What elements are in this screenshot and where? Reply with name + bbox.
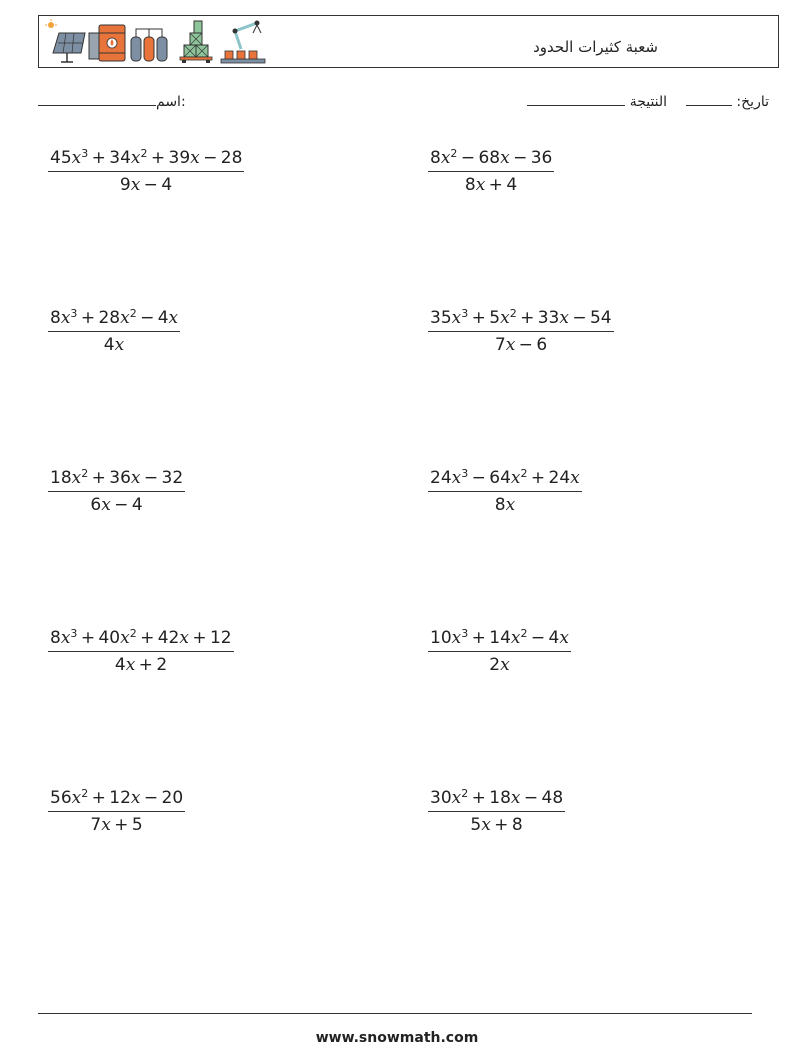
term-text: + 5 <box>468 308 501 328</box>
term-text: 35 <box>430 308 452 328</box>
term-text: 18 <box>50 468 72 488</box>
numerator <box>48 148 244 172</box>
term-text: − 48 <box>520 788 564 808</box>
term-text: − 36 <box>509 148 553 168</box>
variable: x <box>60 308 71 328</box>
variable: x <box>130 468 141 488</box>
term-text: − 4 <box>110 495 143 515</box>
term-text: 8 <box>430 148 441 168</box>
variable: x <box>505 335 516 355</box>
term-text: 7 <box>494 335 506 355</box>
term-text: 4 <box>114 655 126 675</box>
variable: x <box>120 308 130 328</box>
term-text: + 24 <box>527 468 571 488</box>
term-text: + 8 <box>490 815 523 835</box>
term-text: 4 <box>103 335 115 355</box>
date-blank[interactable] <box>686 94 732 106</box>
date-label: تاريخ: <box>736 94 769 110</box>
exponent: 2 <box>520 467 528 480</box>
term-text: − 68 <box>457 148 501 168</box>
problem-10 <box>428 788 565 835</box>
denominator <box>48 492 185 515</box>
fraction <box>428 468 582 515</box>
term-text: + 18 <box>468 788 511 808</box>
exponent: 2 <box>140 147 148 160</box>
variable: x <box>451 628 462 648</box>
exponent: 2 <box>461 787 469 800</box>
term-text: − 28 <box>199 148 243 168</box>
denominator <box>428 492 582 515</box>
term-text: 8 <box>50 628 61 648</box>
term-text: 8 <box>50 308 61 328</box>
name-label: اسم: <box>156 94 186 110</box>
variable: x <box>120 628 130 648</box>
variable: x <box>71 468 82 488</box>
worksheet-header <box>38 15 779 68</box>
variable: x <box>440 148 451 168</box>
problem-2 <box>428 148 554 195</box>
term-text: − 32 <box>140 468 184 488</box>
robot-arm-icon <box>221 21 265 64</box>
exponent: 2 <box>520 627 528 640</box>
problem-4 <box>428 308 614 355</box>
exponent: 3 <box>70 307 78 320</box>
term-text: 9 <box>119 175 131 195</box>
numerator <box>428 628 571 652</box>
score-label: النتيجة <box>629 94 668 110</box>
date-score-field <box>527 94 769 110</box>
variable: x <box>500 655 510 675</box>
exponent: 3 <box>461 627 469 640</box>
numerator <box>48 788 185 812</box>
solar-panel-icon <box>45 19 85 62</box>
crate-stack-icon <box>180 21 212 63</box>
worksheet-title: شعبة كثيرات الحدود <box>533 38 658 56</box>
term-text: 6 <box>90 495 102 515</box>
exponent: 3 <box>461 467 469 480</box>
variable: x <box>71 788 82 808</box>
variable: x <box>451 308 462 328</box>
problem-7 <box>48 628 234 675</box>
header-illustration <box>45 19 267 65</box>
numerator <box>48 628 234 652</box>
denominator <box>428 332 614 355</box>
term-text: − 4 <box>527 628 560 648</box>
variable: x <box>481 815 491 835</box>
fraction <box>48 148 244 195</box>
variable: x <box>505 495 516 515</box>
term-text: 8 <box>494 495 506 515</box>
exponent: 2 <box>450 147 458 160</box>
exponent: 3 <box>70 627 78 640</box>
exponent: 3 <box>81 147 89 160</box>
variable: x <box>125 655 136 675</box>
variable: x <box>114 335 125 355</box>
term-text: − 54 <box>568 308 612 328</box>
denominator <box>428 652 571 675</box>
fraction <box>48 788 185 835</box>
problem-3 <box>48 308 180 355</box>
fraction <box>48 308 180 355</box>
exponent: 2 <box>509 307 517 320</box>
name-field <box>38 94 186 110</box>
variable: x <box>60 628 71 648</box>
term-text: 45 <box>50 148 72 168</box>
term-text: − 6 <box>515 335 548 355</box>
denominator <box>48 332 180 355</box>
numerator <box>48 468 185 492</box>
fraction <box>428 788 565 835</box>
variable: x <box>130 148 141 168</box>
variable: x <box>510 628 521 648</box>
problem-6 <box>428 468 582 515</box>
term-text: − 4 <box>136 308 169 328</box>
footer-rule <box>38 1013 752 1014</box>
term-text: − 20 <box>140 788 184 808</box>
variable: x <box>451 468 462 488</box>
numerator <box>428 308 614 332</box>
term-text: − 64 <box>468 468 511 488</box>
variable: x <box>570 468 580 488</box>
term-text: + 40 <box>77 628 121 648</box>
variable: x <box>130 175 141 195</box>
variable: x <box>179 628 189 648</box>
exponent: 2 <box>129 307 137 320</box>
numerator <box>48 308 180 332</box>
fraction <box>48 468 185 515</box>
exponent: 3 <box>461 307 469 320</box>
term-text: + 14 <box>468 628 511 648</box>
term-text: + 12 <box>188 628 232 648</box>
denominator <box>48 172 244 195</box>
numerator <box>428 788 565 812</box>
term-text: 56 <box>50 788 72 808</box>
fraction <box>428 628 571 675</box>
variable: x <box>500 308 510 328</box>
variable: x <box>559 628 569 648</box>
term-text: + 5 <box>110 815 143 835</box>
denominator <box>428 172 554 195</box>
term-text: + 34 <box>88 148 131 168</box>
term-text: + 28 <box>77 308 121 328</box>
exponent: 2 <box>81 467 89 480</box>
footer-url: www.snowmath.com <box>315 1030 479 1046</box>
term-text: + 2 <box>135 655 168 675</box>
fraction <box>48 628 234 675</box>
fraction <box>428 148 554 195</box>
problem-1 <box>48 148 244 195</box>
term-text: − 4 <box>140 175 173 195</box>
variable: x <box>130 788 141 808</box>
term-text: 7 <box>90 815 102 835</box>
problem-9 <box>48 788 185 835</box>
oil-barrel-icon <box>89 25 125 61</box>
term-text: 2 <box>489 655 501 675</box>
denominator <box>48 812 185 835</box>
variable: x <box>168 308 179 328</box>
variable: x <box>475 175 486 195</box>
name-blank[interactable] <box>38 94 156 106</box>
term-text: + 33 <box>516 308 560 328</box>
variable: x <box>451 788 462 808</box>
fraction <box>428 308 614 355</box>
variable: x <box>510 468 521 488</box>
variable: x <box>559 308 569 328</box>
term-text: + 39 <box>147 148 191 168</box>
term-text: + 12 <box>88 788 131 808</box>
variable: x <box>101 495 111 515</box>
exponent: 2 <box>129 627 137 640</box>
term-text: 5 <box>470 815 482 835</box>
term-text: 30 <box>430 788 452 808</box>
score-blank[interactable] <box>527 94 625 106</box>
numerator <box>428 148 554 172</box>
variable: x <box>500 148 510 168</box>
term-text: 8 <box>464 175 476 195</box>
denominator <box>428 812 565 835</box>
term-text: 10 <box>430 628 452 648</box>
variable: x <box>510 788 521 808</box>
problem-5 <box>48 468 185 515</box>
variable: x <box>71 148 82 168</box>
term-text: + 42 <box>136 628 180 648</box>
denominator <box>48 652 234 675</box>
gas-cylinders-icon <box>131 29 167 61</box>
exponent: 2 <box>81 787 89 800</box>
variable: x <box>101 815 111 835</box>
term-text: 24 <box>430 468 452 488</box>
problem-8 <box>428 628 571 675</box>
term-text: + 4 <box>485 175 518 195</box>
numerator <box>428 468 582 492</box>
term-text: + 36 <box>88 468 131 488</box>
variable: x <box>190 148 200 168</box>
